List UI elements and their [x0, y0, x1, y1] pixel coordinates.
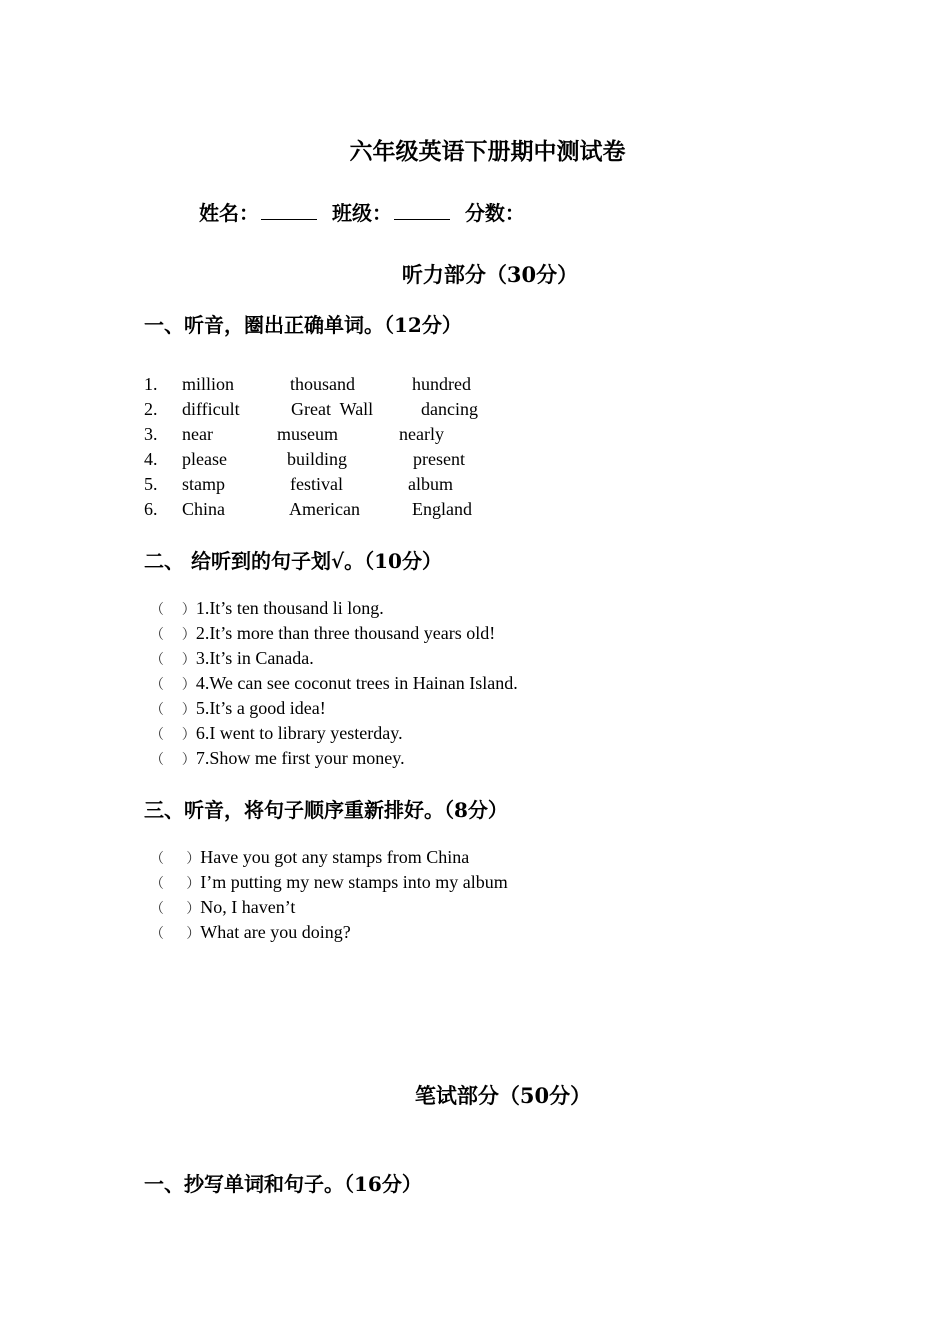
sentence-item — [150, 648, 314, 669]
word-option-1: near — [182, 424, 213, 444]
score-label: 分数： — [464, 201, 525, 225]
word-option-1: please — [182, 449, 227, 469]
sentence-item — [150, 698, 326, 719]
answer-paren: （ ） — [150, 901, 201, 917]
name-blank — [261, 201, 317, 220]
sentence-item — [150, 673, 518, 694]
order-item — [150, 872, 508, 893]
sentence-text: 3.It’s in Canada. — [195, 648, 314, 668]
row-number: 6. — [144, 499, 158, 519]
answer-paren: （ ） — [150, 752, 196, 768]
student-info — [199, 197, 525, 226]
sentence-text: 6.I went to library yesterday. — [195, 723, 403, 743]
word-option-2: festival — [290, 474, 343, 494]
word-option-2: museum — [277, 424, 338, 444]
answer-paren: （ ） — [150, 851, 201, 867]
sentence-text: 4.We can see coconut trees in Hainan Island. — [195, 673, 518, 693]
word-option-3: England — [412, 499, 472, 519]
class-label: 班级： — [331, 201, 392, 225]
sentence-text: 2.It’s more than three thousand years old! — [195, 623, 496, 643]
word-option-3: hundred — [412, 374, 471, 394]
sentence-text: 7.Show me first your money. — [195, 748, 405, 768]
page-title: 六年级英语下册期中测试卷 — [349, 138, 626, 165]
sentence-text: 5.It’s a good idea! — [195, 698, 326, 718]
word-option-3: dancing — [421, 399, 478, 419]
written-header: 笔试部分（50分） — [414, 1083, 592, 1108]
listening-header: 听力部分（30分） — [401, 262, 579, 287]
row-number: 2. — [144, 399, 158, 419]
row-number: 1. — [144, 374, 158, 394]
sentence-item — [150, 623, 495, 644]
sentence-item — [150, 723, 403, 744]
word-option-2: building — [287, 449, 348, 469]
sentence-text: 1.It’s ten thousand li long. — [195, 598, 384, 618]
listening-part3-heading: 三、听音，将句子顺序重新排好。（8分） — [144, 798, 508, 822]
word-option-3: nearly — [399, 424, 444, 444]
answer-paren: （ ） — [150, 876, 201, 892]
sentence-item — [150, 748, 405, 769]
word-option-3: album — [408, 474, 453, 494]
order-item — [150, 922, 351, 943]
word-option-1: million — [182, 374, 235, 394]
order-text: What are you doing? — [200, 922, 351, 942]
sentence-item — [150, 598, 384, 619]
order-item — [150, 847, 469, 868]
row-number: 4. — [144, 449, 158, 469]
answer-paren: （ ） — [150, 926, 201, 942]
word-option-1: China — [182, 499, 225, 519]
word-option-2: thousand — [290, 374, 355, 394]
row-number: 5. — [144, 474, 158, 494]
word-option-2: American — [289, 499, 360, 519]
answer-paren: （ ） — [150, 627, 196, 643]
order-item — [150, 897, 295, 918]
listening-part2-heading: 二、 给听到的句子划√。（10分） — [144, 549, 442, 573]
word-option-1: difficult — [182, 399, 240, 419]
order-text: I’m putting my new stamps into my album — [200, 872, 508, 892]
answer-paren: （ ） — [150, 602, 196, 618]
answer-paren: （ ） — [150, 677, 196, 693]
order-text: No, I haven’t — [200, 897, 296, 917]
answer-paren: （ ） — [150, 652, 196, 668]
word-option-1: stamp — [182, 474, 225, 494]
listening-part1-heading: 一、听音，圈出正确单词。（12分） — [144, 313, 462, 337]
answer-paren: （ ） — [150, 727, 196, 743]
written-part1-heading: 一、抄写单词和句子。（16分） — [144, 1172, 422, 1196]
row-number: 3. — [144, 424, 158, 444]
class-blank — [394, 201, 450, 220]
name-label: 姓名： — [199, 201, 259, 225]
order-text: Have you got any stamps from China — [200, 847, 470, 867]
word-option-2: Great Wall — [291, 399, 374, 419]
word-option-3: present — [413, 449, 465, 469]
answer-paren: （ ） — [150, 702, 196, 718]
